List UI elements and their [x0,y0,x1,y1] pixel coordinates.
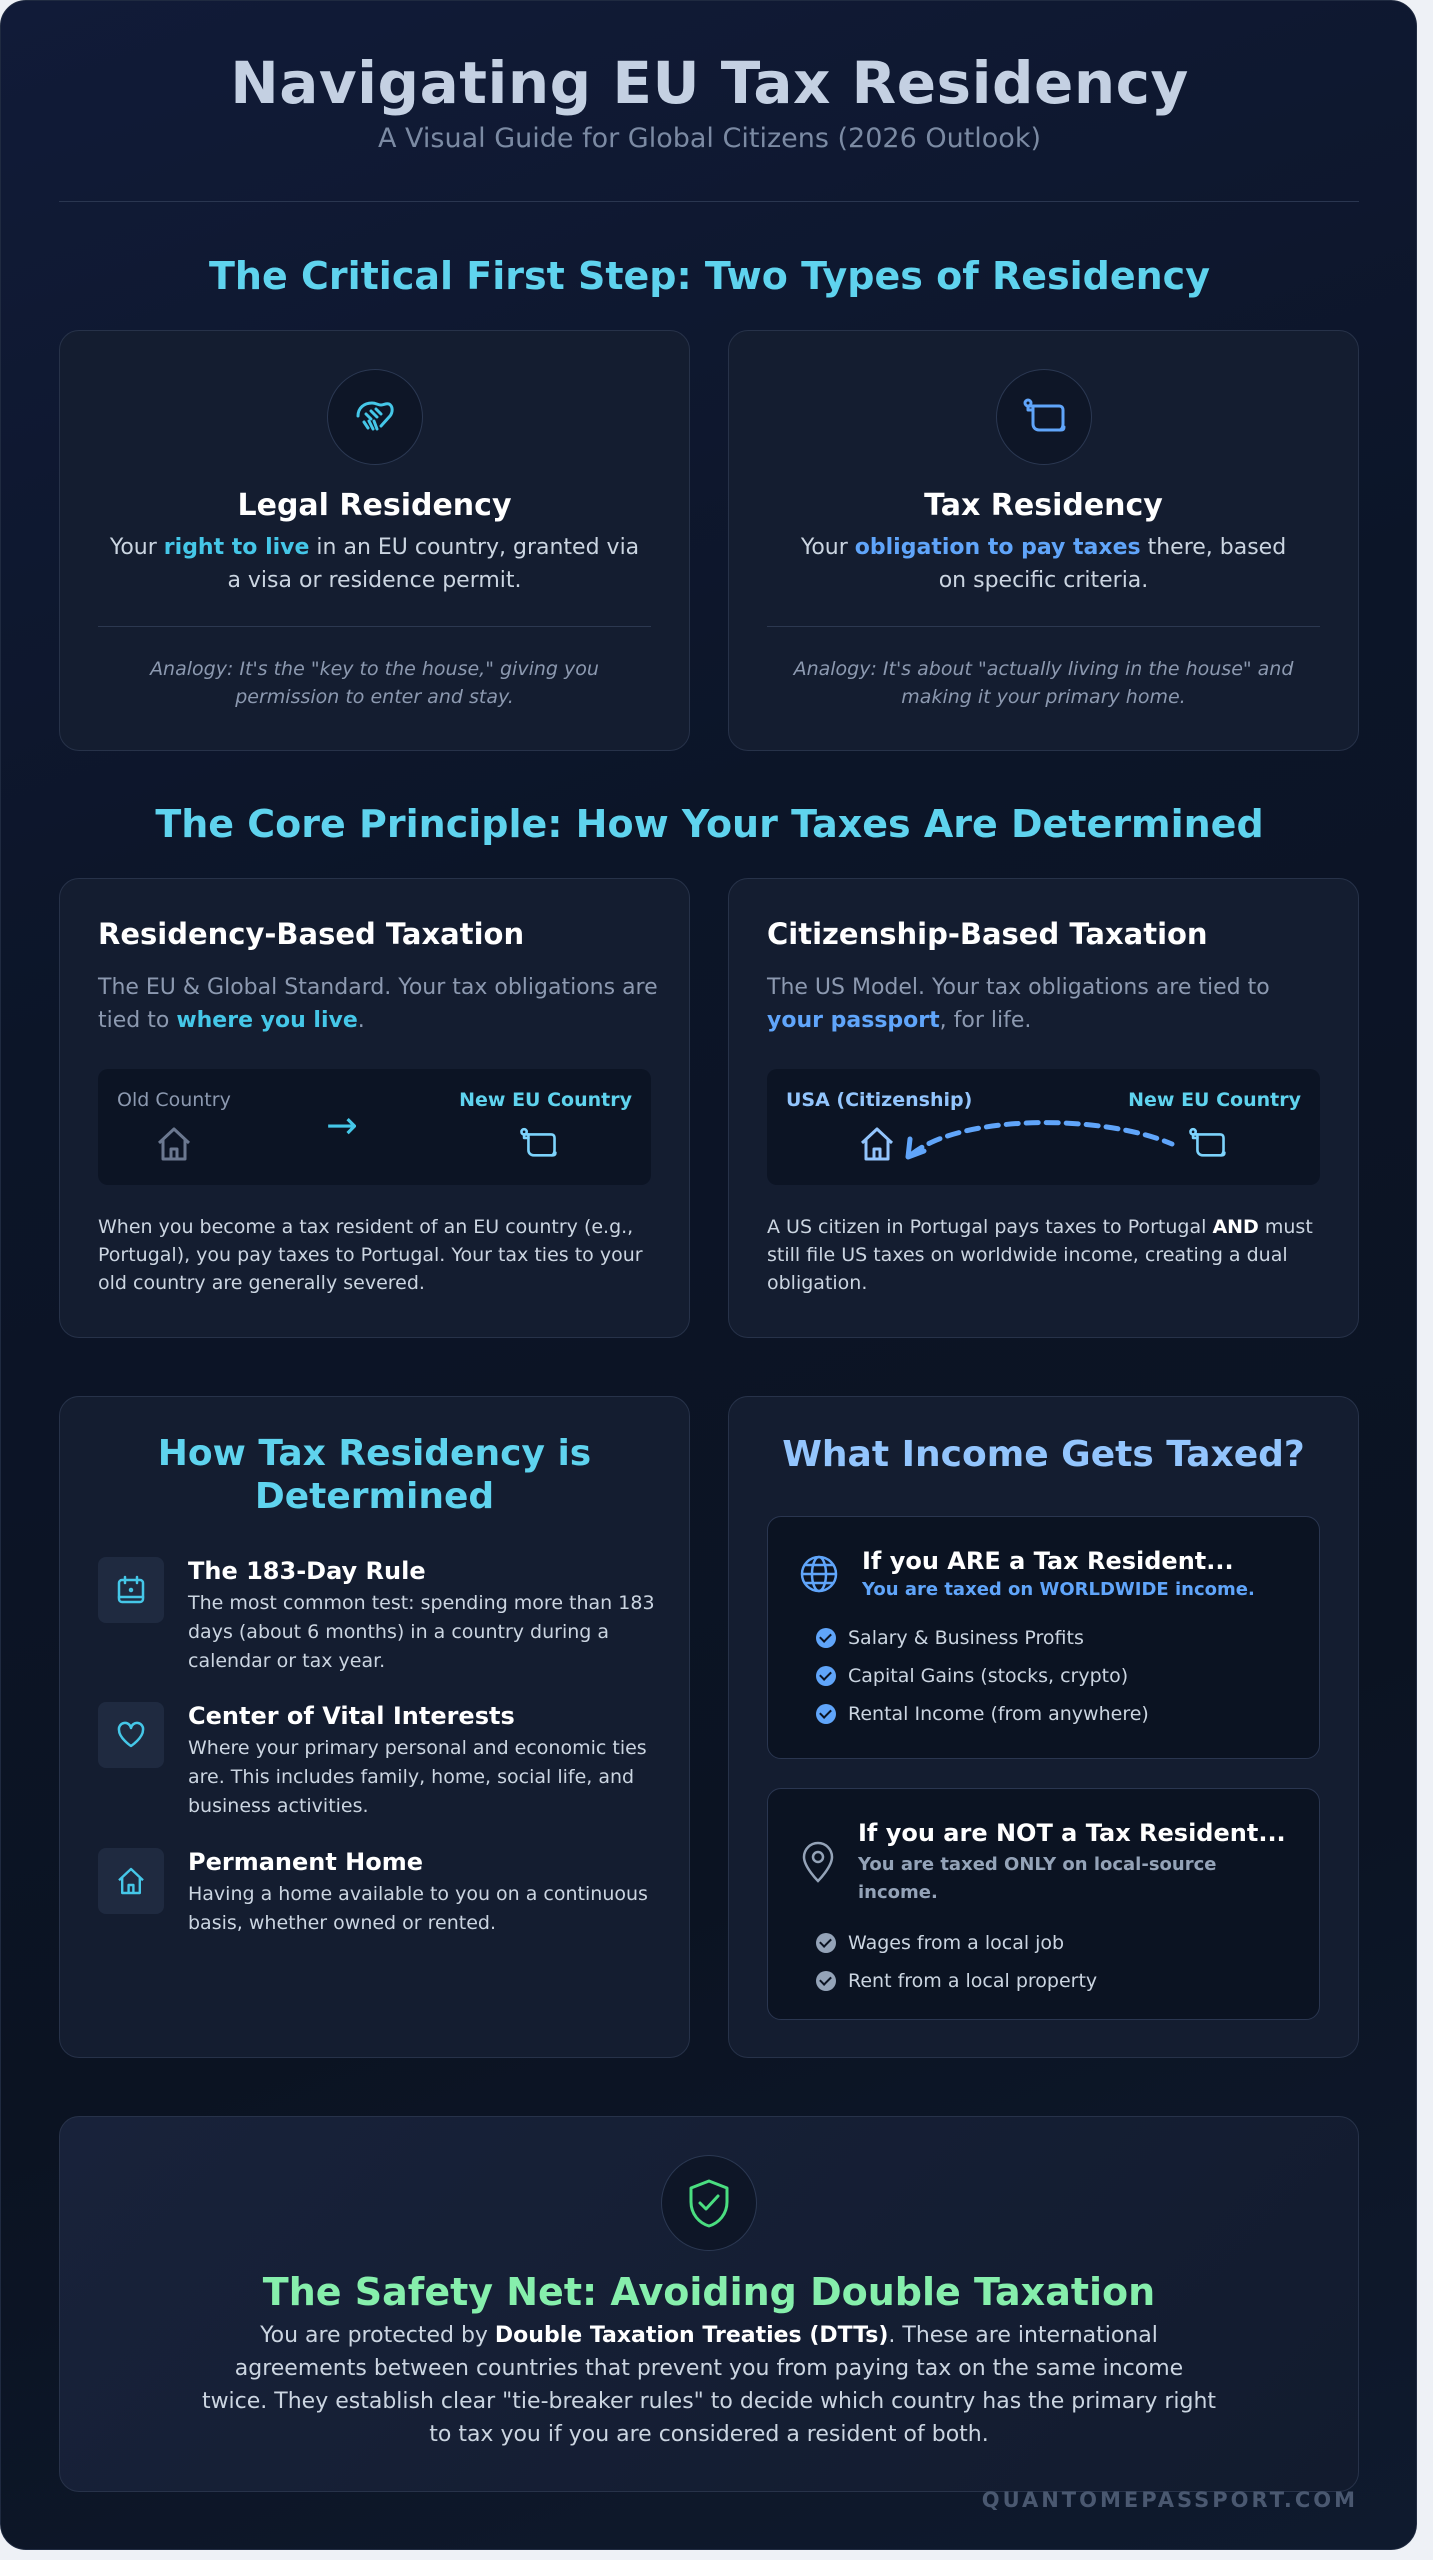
resident-title: If you ARE a Tax Resident... [862,1547,1234,1575]
note-text: must still file US taxes on worldwide income, creating a dual obligation. [767,1216,1313,1294]
tax-residency-title: Tax Residency [924,488,1163,523]
check-icon [816,1628,836,1648]
income-title: What Income Gets Taxed? [782,1434,1305,1475]
heart-icon [98,1702,164,1768]
list-item [816,1703,1149,1725]
page-subtitle: A Visual Guide for Global Citizens (2026 Outlook) [377,123,1041,154]
rule-183-day [98,1557,659,1687]
residency-based-note: When you become a tax resident of an EU country (e.g., Portugal), you pay taxes to Portugal. Your tax ties to your old country are generally severed. [98,1216,643,1294]
desc-text: Your [109,535,164,560]
highlight-your-passport: your passport [767,1008,940,1033]
shield-check-icon [661,2155,757,2251]
list-item [816,1665,1128,1687]
calendar-icon [98,1557,164,1623]
list-item-text: Wages from a local job [848,1932,1065,1954]
arrow-right: → [326,1103,358,1147]
map-pin-icon [800,1841,836,1887]
desc-text: You are protected by [260,2323,495,2348]
determined-card [59,1396,690,2058]
note-and: AND [1212,1216,1259,1238]
nonresident-subtitle: You are taxed ONLY on local-source income. [858,1854,1217,1903]
highlight-right-to-live: right to live [163,535,310,560]
rule-permanent-home [98,1848,659,1958]
check-icon [816,1704,836,1724]
nonresident-box [767,1788,1320,2020]
rule-desc: Having a home available to you on a continuous basis, whether owned or rented. [188,1883,648,1934]
check-icon [816,1666,836,1686]
determined-title: How Tax Residency is Determined [157,1433,592,1517]
tax-residency-card [728,330,1359,751]
dtt-highlight: Double Taxation Treaties (DTTs) [494,2323,889,2348]
rule-title: Permanent Home [188,1848,424,1876]
check-icon [816,1971,836,1991]
list-item-text: Rent from a local property [848,1970,1098,1992]
scroll-icon [996,369,1092,465]
list-item-text: Rental Income (from anywhere) [848,1703,1149,1725]
tax-residency-desc [729,531,1358,597]
home-icon [98,1848,164,1914]
old-country-label: Old Country [117,1089,231,1111]
rule-vital-interests [98,1702,659,1832]
dual-obligation-arc [902,1109,1182,1169]
safety-net-card [59,2116,1359,2492]
note-text: A US citizen in Portugal pays taxes to Portugal [767,1216,1213,1238]
desc-text: . These are international agreements between countries that prevent you from paying tax on the same income twice. They establish clear "tie-breaker rules" to decide which country has the primary right to tax you if you are considered a resident of both. [201,2323,1217,2447]
resident-subtitle: You are taxed on WORLDWIDE income. [862,1579,1255,1600]
rule-desc: The most common test: spending more than 183 days (about 6 months) in a country during a calendar or tax year. [188,1592,655,1672]
section-title-core-principle: The Core Principle: How Your Taxes Are Determined [155,802,1264,846]
desc-text: The US Model. Your tax obligations are tied to [767,975,1270,1000]
legal-residency-card [59,330,690,751]
safety-net-desc [60,2319,1358,2451]
residency-based-desc [98,971,659,1037]
legal-residency-desc [60,531,689,597]
section-title-residency-types: The Critical First Step: Two Types of Residency [209,254,1210,298]
header [1,49,1417,154]
list-item [816,1970,1097,1992]
list-item-text: Capital Gains (stocks, crypto) [848,1665,1129,1687]
desc-text: , for life. [939,1008,1032,1033]
rule-title: The 183-Day Rule [188,1557,426,1585]
divider [98,626,651,627]
rule-desc: Where your primary personal and economic ties are. This includes family, home, social life, and business activities. [188,1737,647,1817]
new-country-scroll-icon [1185,1124,1229,1168]
usa-home-icon [857,1124,897,1168]
new-country-scroll-icon [516,1124,560,1168]
page-title: Navigating EU Tax Residency [230,49,1189,117]
list-item-text: Salary & Business Profits [848,1627,1084,1649]
citizenship-based-card [728,878,1359,1338]
safety-net-title: The Safety Net: Avoiding Double Taxation [262,2270,1156,2314]
old-country-home-icon [154,1124,194,1168]
residency-based-card [59,878,690,1338]
tax-analogy: Analogy: It's about "actually living in the house" and making it your primary home. [793,658,1294,708]
nonresident-title: If you are NOT a Tax Resident... [858,1819,1286,1847]
desc-text: there, based on specific criteria. [938,535,1287,593]
highlight-where-you-live: where you live [176,1008,358,1033]
citizenship-based-title: Citizenship-Based Taxation [767,917,1208,951]
new-country-label: New EU Country [1128,1089,1301,1111]
divider [767,626,1320,627]
resident-box [767,1516,1320,1759]
legal-residency-title: Legal Residency [237,488,512,523]
footer-brand: QUANTOMEPASSPORT.COM [981,2488,1358,2512]
desc-text: . [357,1008,365,1033]
income-card [728,1396,1359,2058]
desc-text: in an EU country, granted via a visa or residence permit. [227,535,640,593]
desc-text: Your [800,535,855,560]
rule-title: Center of Vital Interests [188,1702,515,1730]
list-item [816,1932,1064,1954]
header-divider [59,201,1359,202]
list-item [816,1627,1084,1649]
new-country-label: New EU Country [459,1089,632,1111]
globe-icon [798,1553,840,1599]
citizenship-based-note [767,1213,1318,1297]
residency-based-title: Residency-Based Taxation [98,917,525,951]
legal-analogy: Analogy: It's the "key to the house," giving you permission to enter and stay. [150,658,599,708]
handshake-icon [327,369,423,465]
check-icon [816,1933,836,1953]
citizenship-based-desc [767,971,1328,1037]
highlight-obligation: obligation to pay taxes [854,535,1141,560]
desc-text: The EU & Global Standard. Your tax obligations are tied to [98,975,658,1033]
residency-flow-diagram [98,1069,651,1185]
usa-label: USA (Citizenship) [786,1089,973,1111]
citizenship-flow-diagram [767,1069,1320,1185]
